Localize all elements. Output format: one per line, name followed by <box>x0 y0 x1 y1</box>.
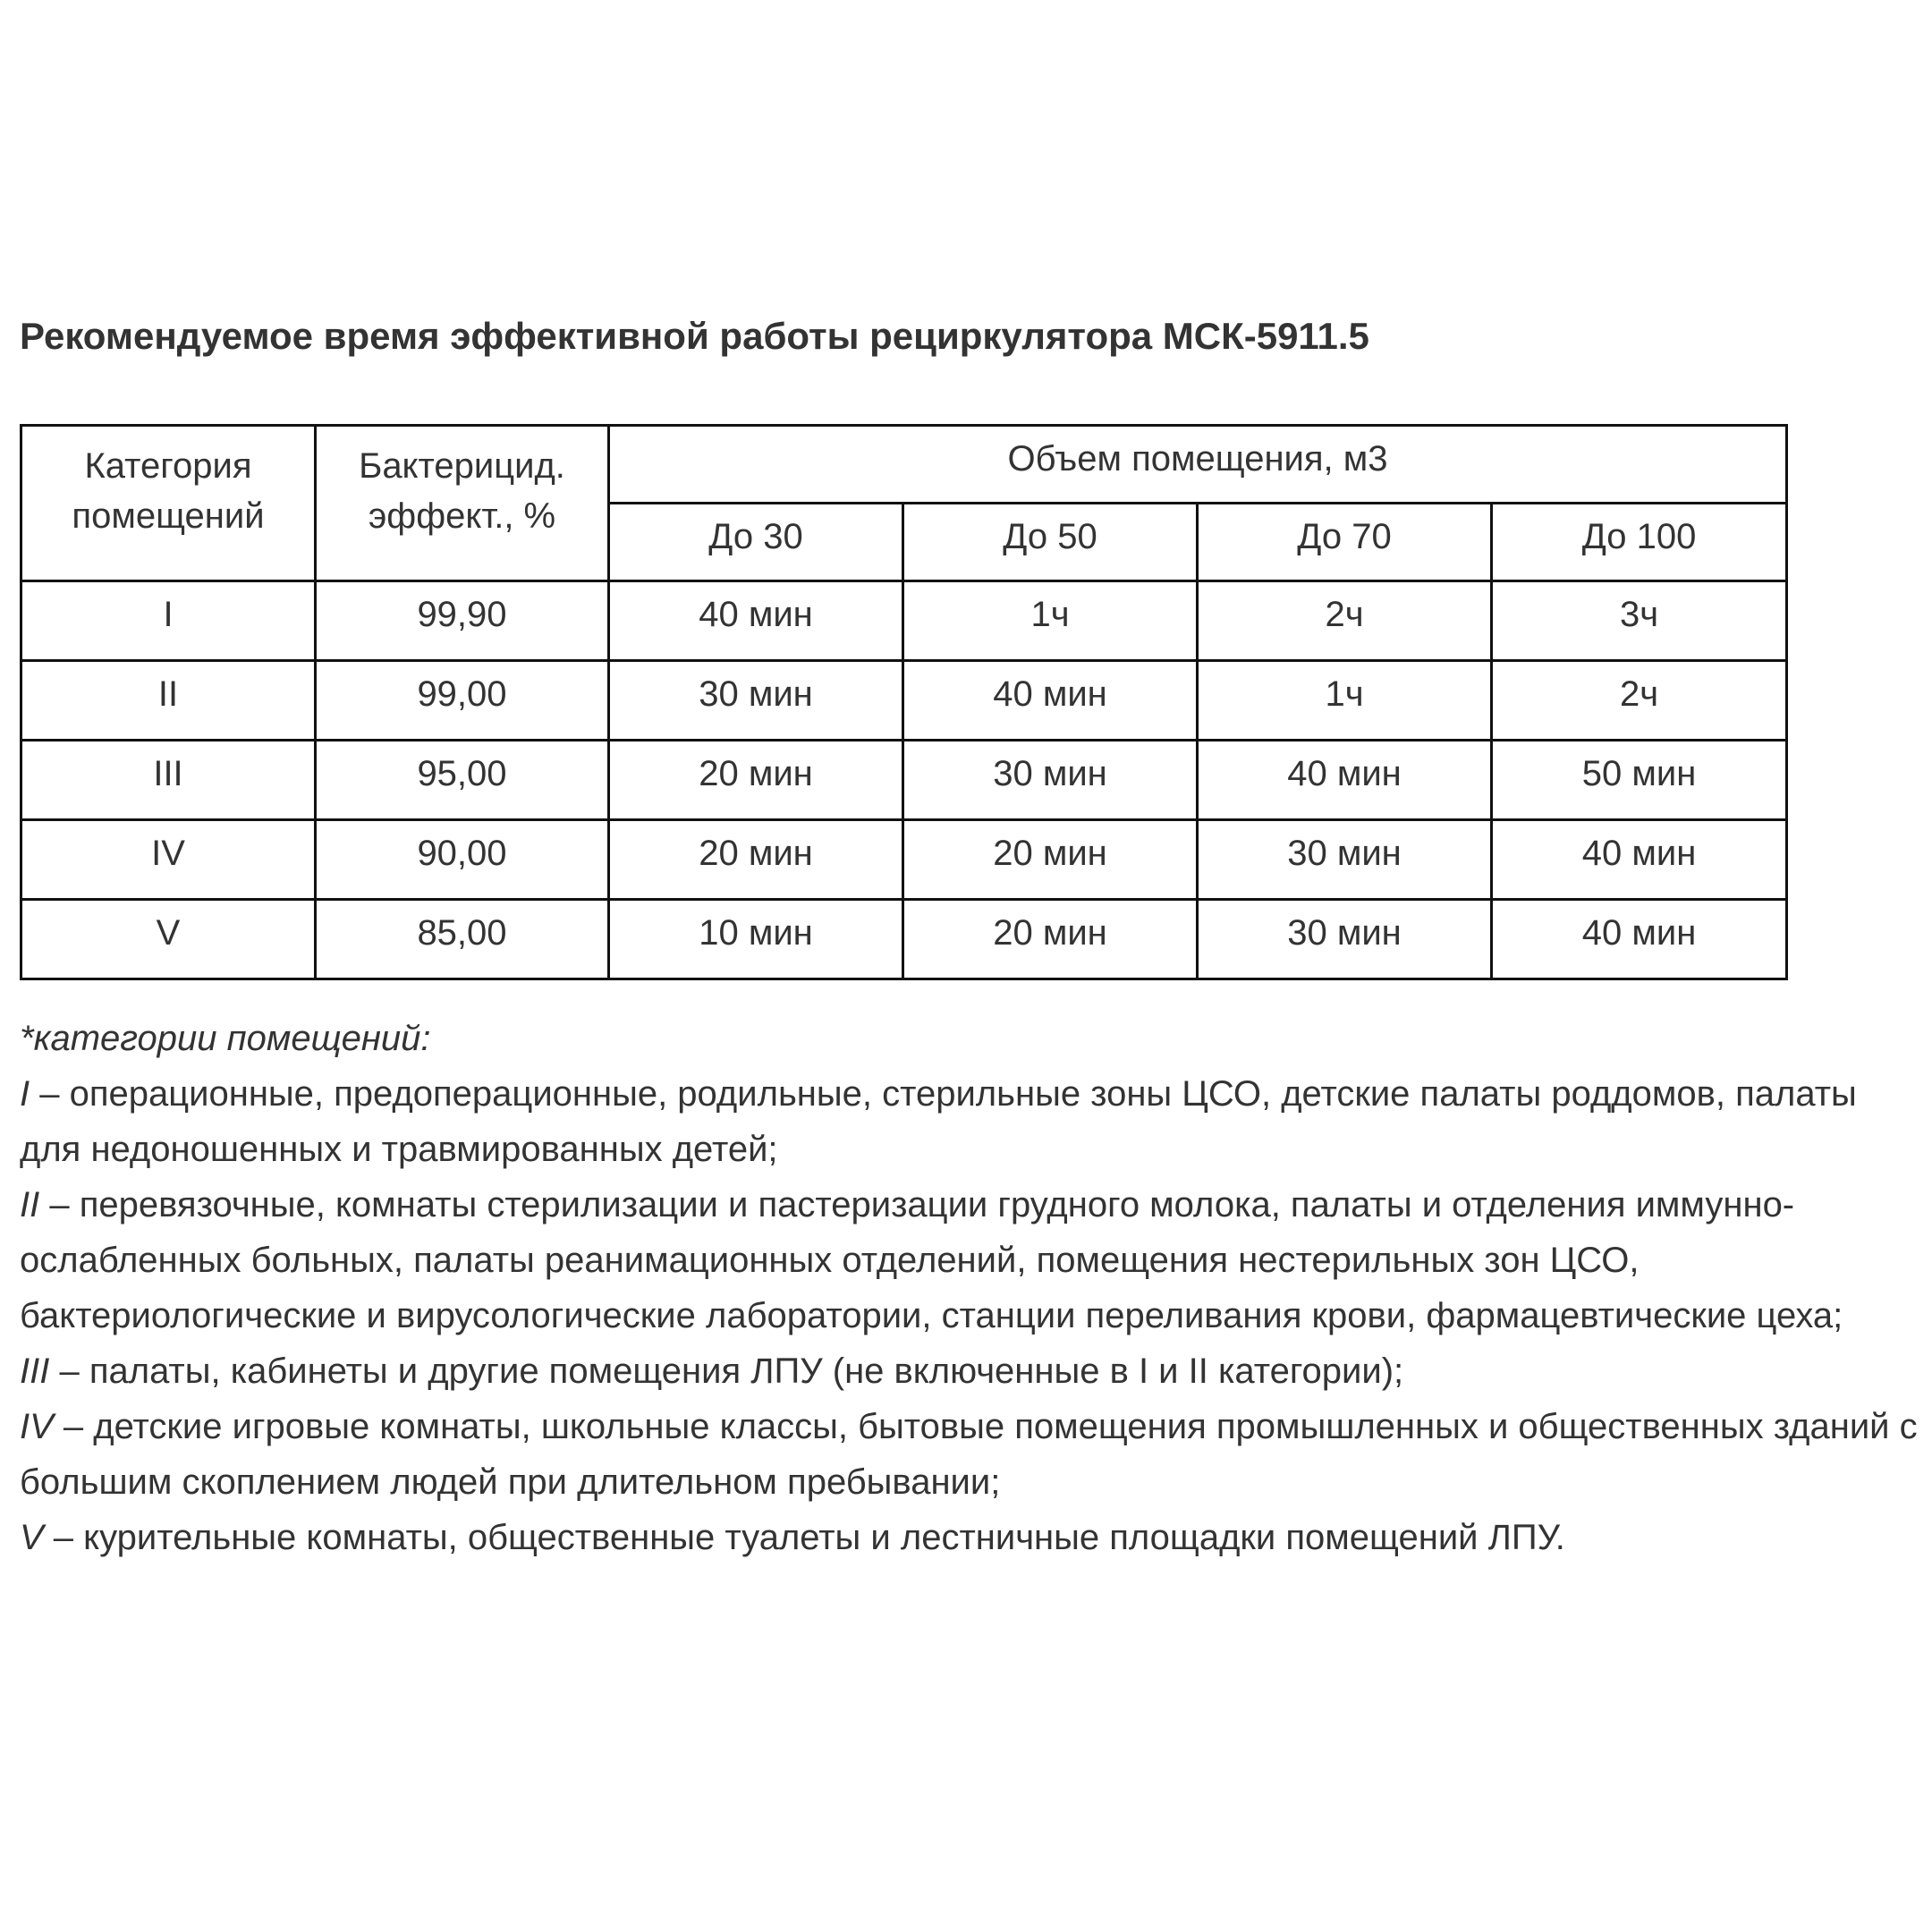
note-key: I <box>20 1074 30 1114</box>
cell-category: III <box>21 741 316 820</box>
cell-time: 20 мин <box>609 820 903 900</box>
cell-time: 30 мин <box>609 661 903 741</box>
cell-time: 20 мин <box>609 741 903 820</box>
cell-effect: 99,90 <box>316 581 609 661</box>
note-key: IV <box>20 1407 54 1446</box>
cell-effect: 95,00 <box>316 741 609 820</box>
category-notes <box>20 1011 1925 1565</box>
note-item <box>20 1399 1925 1510</box>
note-text: – перевязочные, комнаты стерилизации и пастеризации грудного молока, палаты и отделения иммунно-ослабленных больных, палаты реанимационных отделений, помещения нестерильных зон ЦСО, бактериологические и вирусологические лаборатории, станции переливания крови, фармацевтические цеха; <box>20 1185 1843 1335</box>
header-volume-100: До 100 <box>1492 504 1787 581</box>
cell-category: II <box>21 661 316 741</box>
cell-time: 20 мин <box>903 900 1198 979</box>
header-room-volume: Объем помещения, м3 <box>609 426 1787 504</box>
table-header-row <box>21 426 1787 504</box>
note-key: V <box>20 1518 44 1557</box>
recommended-time-table <box>20 424 1788 980</box>
cell-time: 30 мин <box>1198 820 1492 900</box>
cell-time: 50 мин <box>1492 741 1787 820</box>
cell-category: V <box>21 900 316 979</box>
cell-time: 40 мин <box>1198 741 1492 820</box>
table-row <box>21 900 1787 979</box>
cell-time: 40 мин <box>609 581 903 661</box>
cell-time: 40 мин <box>1492 820 1787 900</box>
note-text: – палаты, кабинеты и другие помещения ЛПУ (не включенные в I и II категории); <box>49 1352 1404 1391</box>
note-item <box>20 1343 1925 1399</box>
cell-time: 2ч <box>1198 581 1492 661</box>
header-volume-70: До 70 <box>1198 504 1492 581</box>
note-text: – курительные комнаты, общественные туалеты и лестничные площадки помещений ЛПУ. <box>43 1518 1565 1557</box>
header-category: Категория помещений <box>21 426 316 581</box>
note-key: II <box>20 1185 40 1224</box>
header-volume-50: До 50 <box>903 504 1198 581</box>
cell-time: 2ч <box>1492 661 1787 741</box>
cell-time: 30 мин <box>903 741 1198 820</box>
cell-time: 1ч <box>1198 661 1492 741</box>
table-row <box>21 741 1787 820</box>
note-key: III <box>20 1352 50 1391</box>
note-item <box>20 1510 1925 1565</box>
cell-category: I <box>21 581 316 661</box>
table-row <box>21 581 1787 661</box>
cell-effect: 90,00 <box>316 820 609 900</box>
cell-category: IV <box>21 820 316 900</box>
cell-time: 1ч <box>903 581 1198 661</box>
header-volume-30: До 30 <box>609 504 903 581</box>
table-row <box>21 820 1787 900</box>
note-item <box>20 1177 1925 1343</box>
note-text: – детские игровые комнаты, школьные классы, бытовые помещения промышленных и общественных зданий с большим скоплением людей при длительном пребывании; <box>20 1407 1918 1502</box>
note-item <box>20 1066 1925 1177</box>
notes-heading: *категории помещений: <box>20 1019 431 1058</box>
cell-time: 40 мин <box>903 661 1198 741</box>
cell-time: 3ч <box>1492 581 1787 661</box>
cell-effect: 99,00 <box>316 661 609 741</box>
cell-time: 40 мин <box>1492 900 1787 979</box>
cell-time: 20 мин <box>903 820 1198 900</box>
header-bactericidal-effect: Бактерицид. эффект., % <box>316 426 609 581</box>
cell-time: 30 мин <box>1198 900 1492 979</box>
cell-time: 10 мин <box>609 900 903 979</box>
table-row <box>21 661 1787 741</box>
page-title: Рекомендуемое время эффективной работы рециркулятора МСК-5911.5 <box>20 315 1369 357</box>
cell-effect: 85,00 <box>316 900 609 979</box>
note-text: – операционные, предоперационные, родильные, стерильные зоны ЦСО, детские палаты роддомов, палаты для недоношенных и травмированных детей; <box>20 1074 1857 1169</box>
